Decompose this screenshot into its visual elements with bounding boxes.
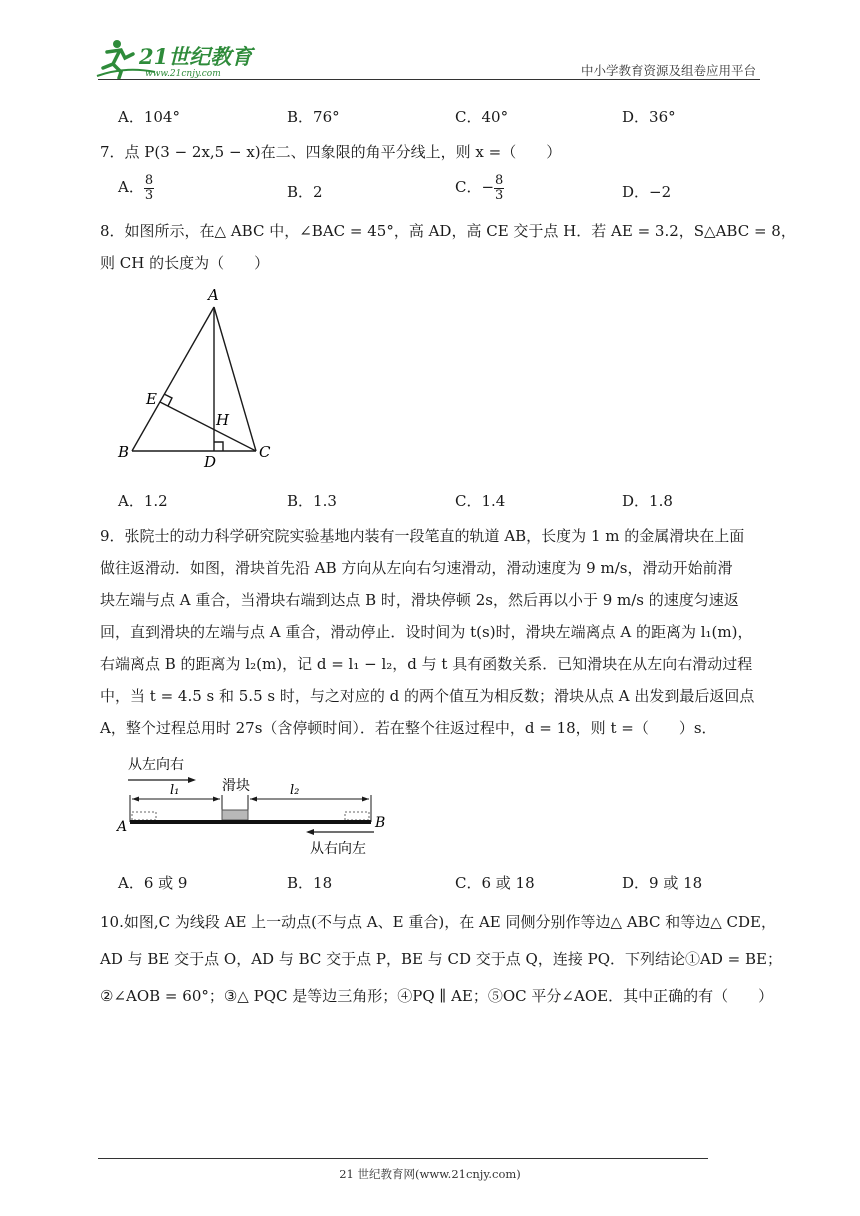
label-b: B (118, 443, 130, 461)
q9-option-d: D．9 或 18 (622, 874, 703, 892)
label-a: A (208, 286, 219, 304)
footer-rule (98, 1158, 708, 1159)
q9-line-3: 块左端与点 A 重合，当滑块右端到达点 B 时，滑块停顿 2s，然后再以小于 9 m/s 的速度匀速返 (100, 591, 739, 609)
altitude-ce (160, 402, 256, 451)
label-track-b: B (375, 815, 386, 831)
q7-option-c-prefix: C．− (455, 178, 495, 197)
side-ab (132, 307, 214, 451)
label-h: H (216, 411, 230, 429)
q7-option-c-numerator: 8 (495, 173, 504, 188)
label-left-to-right: 从左向右 (128, 757, 184, 773)
q9-line-2: 做往返滑动．如图，滑块首先沿 AB 方向从左向右匀速滑动，滑动速度为 9 m/s，滑动开始前滑 (100, 559, 733, 577)
slider-start-outline (132, 812, 156, 820)
q7-option-a-denominator: 3 (144, 187, 154, 203)
q9-line-4: 回，直到滑块的左端与点 A 重合，滑动停止．设时间为 t(s)时，滑块左端离点 A 的距离为 l₁(m)， (100, 623, 753, 641)
q10-line-1: 10.如图,C 为线段 AE 上一动点(不与点 A、E 重合)，在 AE 同侧分别作等边△ ABC 和等边△ CDE， (100, 913, 776, 931)
label-slider: 滑块 (222, 778, 250, 794)
label-e: E (146, 390, 157, 408)
q8-line-1: 8．如图所示，在△ ABC 中，∠BAC = 45°，高 AD，高 CE 交于点 H．若 AE = 3.2，S△ABC = 8， (100, 222, 796, 240)
label-right-to-left: 从右向左 (310, 841, 366, 857)
q7-option-c-fraction (494, 174, 504, 202)
label-track-a: A (117, 819, 128, 835)
right-angle-d (214, 442, 223, 451)
q10-line-2: AD 与 BE 交于点 O，AD 与 BC 交于点 P，BE 与 CD 交于点 Q，连接 PQ．下列结论①AD = BE； (100, 950, 782, 968)
q9-line-5: 右端离点 B 的距离为 l₂(m)，记 d = l₁ − l₂，d 与 t 具有函数关系．已知滑块在从左向右滑动过程 (100, 655, 753, 673)
q9-option-b: B．18 (287, 874, 333, 892)
track-ab (130, 820, 371, 824)
label-d: D (204, 453, 217, 471)
q6-option-a: A．104° (118, 108, 180, 126)
side-ac (214, 307, 256, 451)
q6-option-b: B．76° (287, 108, 340, 126)
q10-line-3: ②∠AOB = 60°；③△ PQC 是等边三角形；④PQ ∥ AE；⑤OC 平分∠AOE．其中正确的有（ ） (100, 987, 774, 1005)
q8-option-b: B．1.3 (287, 492, 337, 510)
logo-url: www.21cnjy.com (145, 69, 221, 79)
q8-option-c: C．1.4 (455, 492, 506, 510)
footer-text: 21 世纪教育网(www.21cnjy.com) (339, 1167, 521, 1181)
header-rule (98, 79, 760, 80)
q9-track-figure (112, 752, 402, 860)
label-l1: l₁ (170, 783, 180, 798)
q7-stem: 7．点 P(3 − 2x,5 − x)在二、四象限的角平分线上，则 x =（ ） (100, 143, 562, 161)
q9-line-1: 9．张院士的动力科学研究院实验基地内装有一段笔直的轨道 AB，长度为 1 m 的金属滑块在上面 (100, 527, 745, 545)
q8-option-d: D．1.8 (622, 492, 673, 510)
q7-option-c-denominator: 3 (495, 187, 504, 203)
q8-line-2: 则 CH 的长度为（ ） (100, 254, 270, 272)
q7-option-a-fraction (144, 174, 154, 202)
q6-option-d: D．36° (622, 108, 676, 126)
q7-option-a-prefix: A． (118, 178, 144, 197)
site-logo (95, 38, 260, 80)
q6-option-c: C．40° (455, 108, 509, 126)
q8-option-a: A．1.2 (118, 492, 168, 510)
slider-end-outline (345, 812, 369, 820)
q9-line-7: A，整个过程总用时 27s（含停顿时间）．若在整个往返过程中，d = 18，则 t =（ ）s． (100, 719, 717, 737)
q8-triangle-figure (110, 282, 285, 472)
logo-text: 21世纪教育 (139, 44, 253, 69)
slider-block (222, 810, 248, 820)
q7-option-d: D．−2 (622, 183, 672, 201)
q7-option-b: B．2 (287, 183, 323, 201)
label-c: C (259, 443, 271, 461)
header-platform-text: 中小学教育资源及组卷应用平台 (580, 63, 756, 78)
q7-option-c (455, 174, 504, 202)
q9-option-c: C．6 或 18 (455, 874, 535, 892)
q9-option-a: A．6 或 9 (118, 874, 188, 892)
q7-option-a-numerator: 8 (144, 173, 154, 188)
label-l2: l₂ (290, 783, 300, 798)
q9-line-6: 中，当 t = 4.5 s 和 5.5 s 时，与之对应的 d 的两个值互为相反数；滑块从点 A 出发到最后返回点 (100, 687, 755, 705)
q7-option-a (118, 174, 154, 202)
